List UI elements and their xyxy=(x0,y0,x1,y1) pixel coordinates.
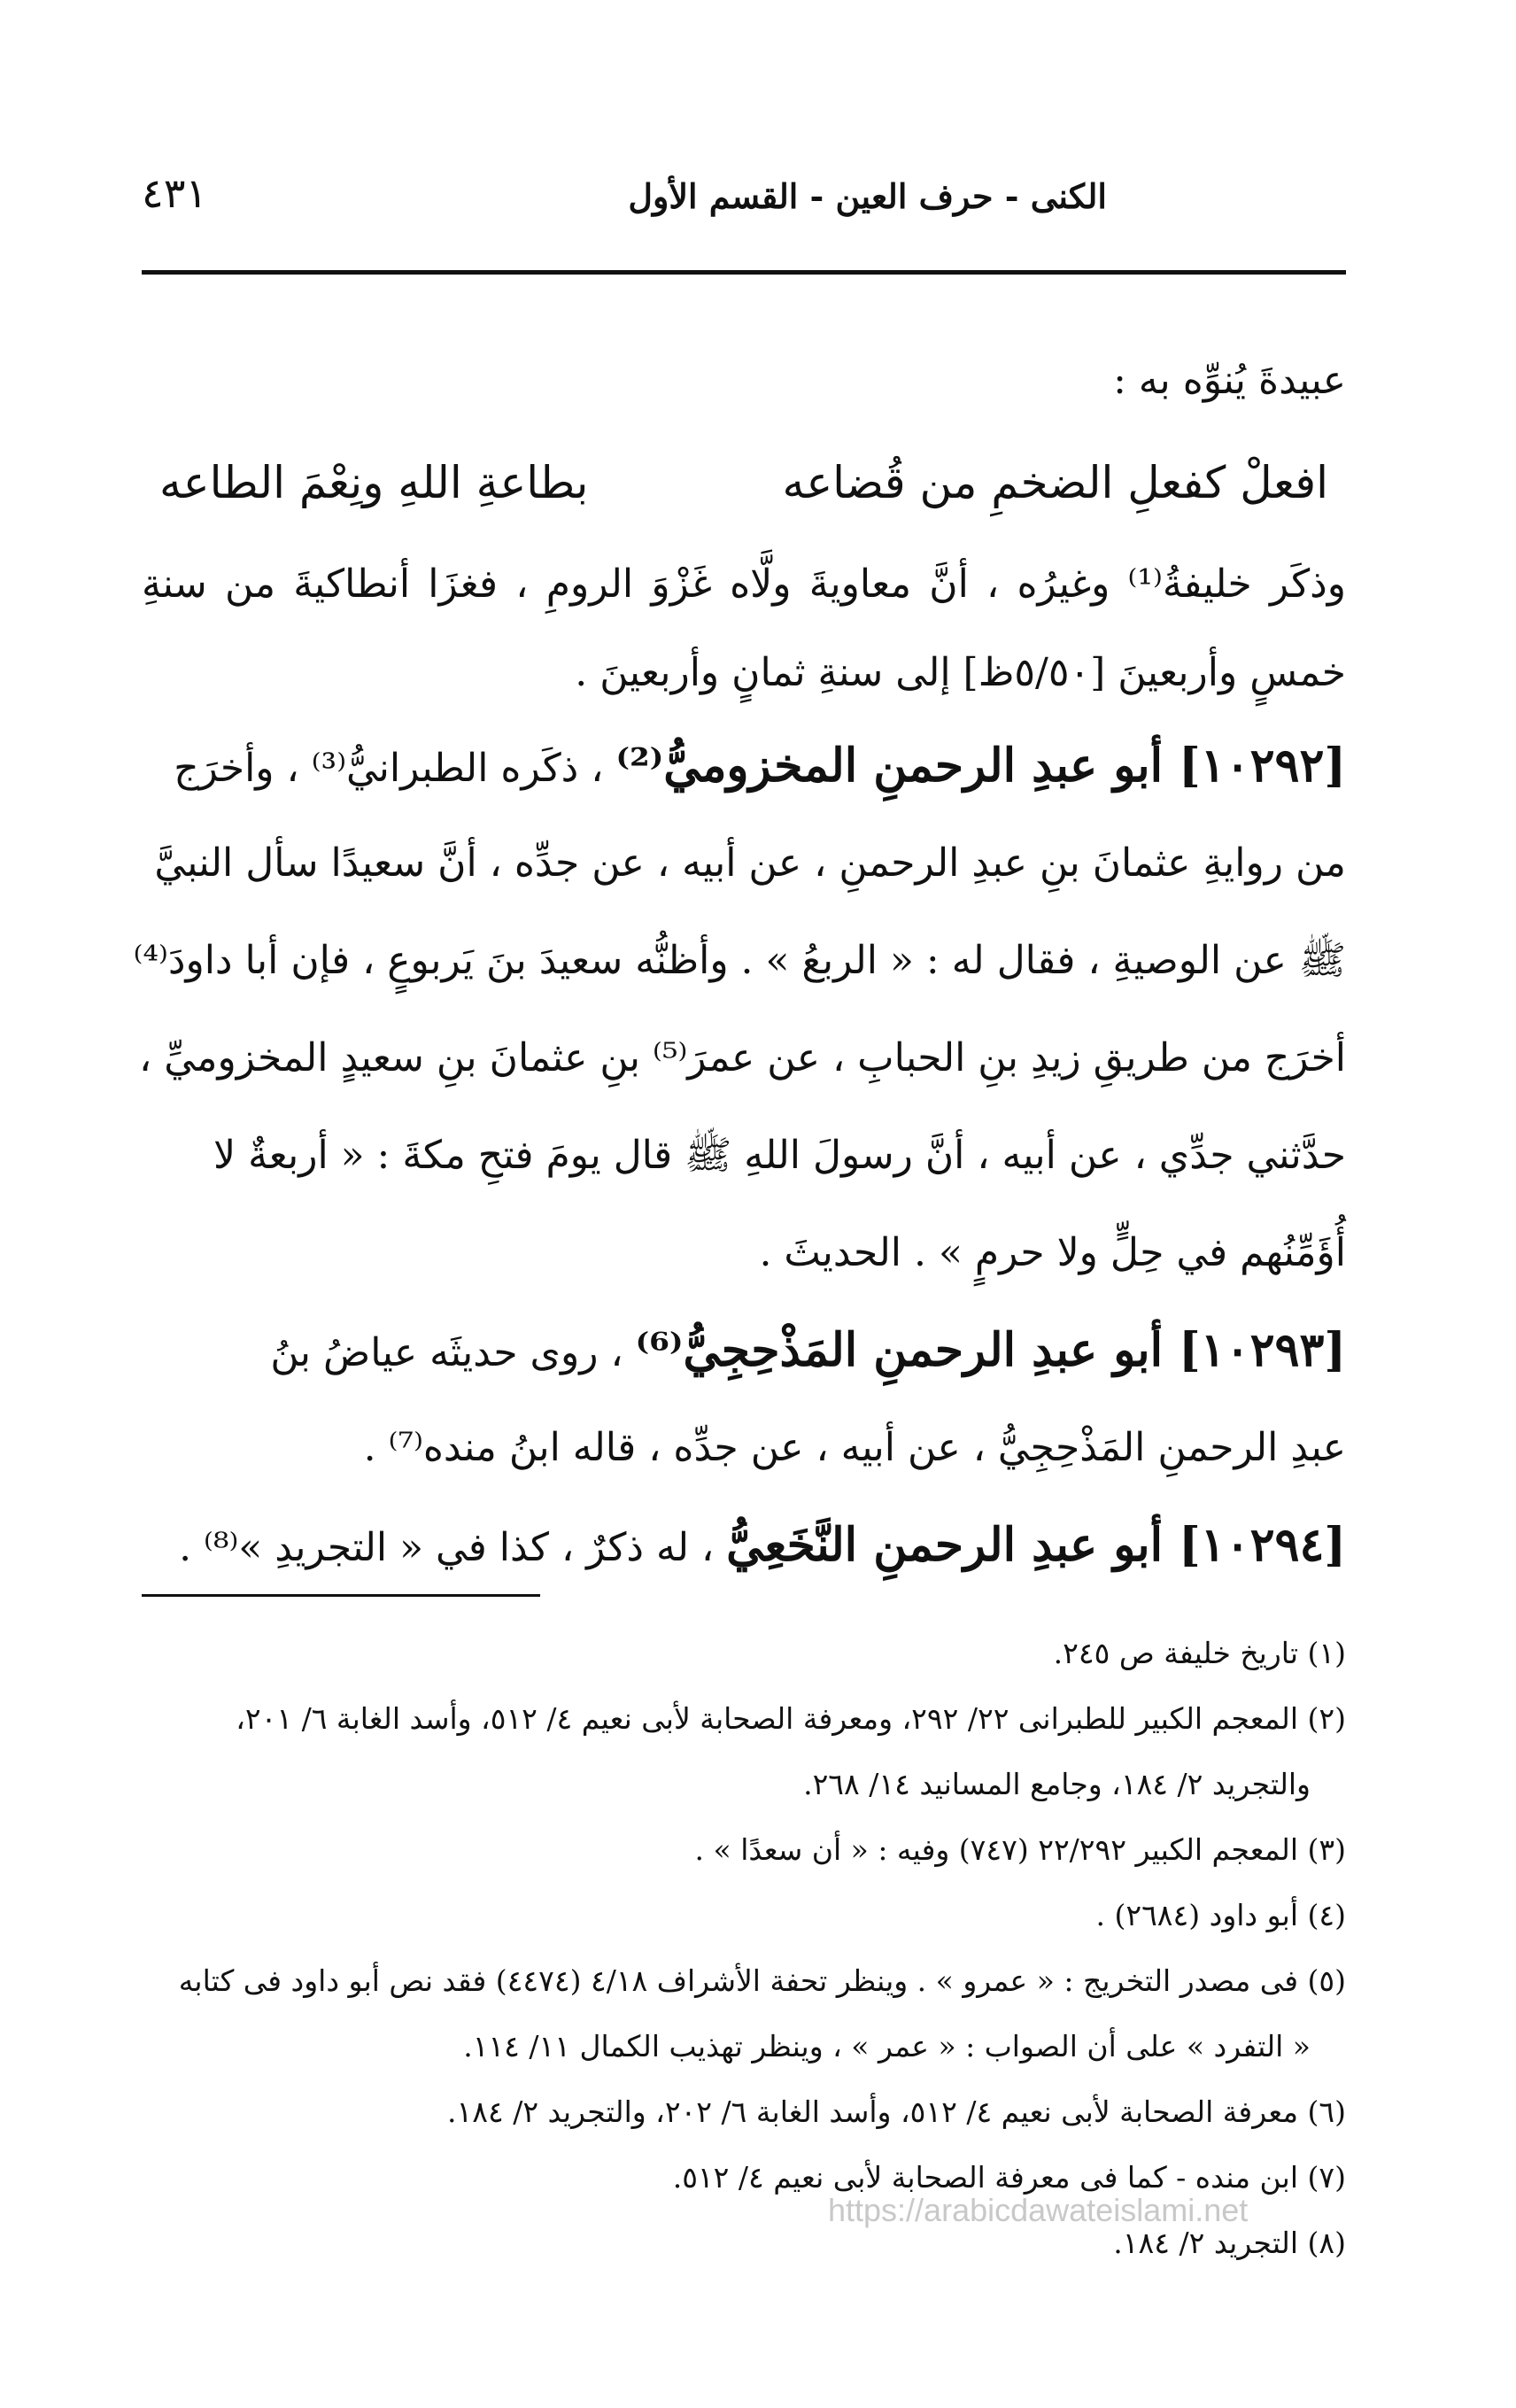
footnote: (٥) فى مصدر التخريج : « عمرو » . وينظر تحفة الأشراف ٤/١٨ (٤٤٧٤) فقد نص أبو داود فى كتابه xyxy=(178,1963,1346,1998)
entry-heading: [١٠٢٩٢] أبو عبدِ الرحمنِ المخزوميُّ⁽²⁾ xyxy=(615,739,1346,793)
entry-line xyxy=(142,1399,1346,1497)
entry-text: ﷺ عن الوصيةِ ، فقال له : « الربعُ » . وأظنُّه سعيدَ بنَ يَربوعٍ ، فإن أبا داودَ⁽⁴⁾ xyxy=(133,938,1346,983)
entry-text: ، ذكَره الطبرانيُّ⁽³⁾ ، وأخرَج xyxy=(174,746,616,791)
entry-heading: [١٠٢٩٣] أبو عبدِ الرحمنِ المَذْحِجِيُّ⁽⁶⁾ xyxy=(635,1323,1346,1377)
entry-line xyxy=(142,1204,1346,1302)
footnote: (٢) المعجم الكبير للطبرانى ٢٢/ ٢٩٢، ومعرفة الصحابة لأبى نعيم ٤/ ٥١٢، وأسد الغابة ٦/ ٢٠١، xyxy=(236,1701,1346,1736)
running-title: الكنى - حرف العين - القسم الأول xyxy=(628,176,1107,216)
entry-line xyxy=(133,912,1346,1010)
entry-10293 xyxy=(142,1302,1346,1497)
watermark-url: https://arabicdawateislami.net xyxy=(828,2192,1249,2228)
text-line: وذكَر خليفةُ⁽¹⁾ وغيرُه ، أنَّ معاويةَ ولَّاه غَزْوَ الرومِ ، فغزَا أنطاكيةَ من سنةِ xyxy=(142,561,1347,607)
entry-text: حدَّثني جدِّي ، عن أبيه ، أنَّ رسولَ اللهِ ﷺ قال يومَ فتحِ مكةَ : « أربعةٌ لا xyxy=(213,1133,1346,1178)
footnote: (٣) المعجم الكبير ٢٢/٢٩٢ (٧٤٧) وفيه : « أن سعدًا » . xyxy=(694,1832,1346,1867)
page-header xyxy=(142,164,1346,235)
intro-line: عبيدةَ يُنوِّه به : xyxy=(1113,358,1346,403)
footnote: (٦) معرفة الصحابة لأبى نعيم ٤/ ٥١٢، وأسد الغابة ٦/ ٢٠٢، والتجريد ٢/ ١٨٤. xyxy=(447,2094,1346,2129)
entry-text: أخرَج من طريقِ زيدِ بنِ الحبابِ ، عن عمرَ⁽⁵⁾ بنِ عثمانَ بنِ سعيدٍ المخزوميِّ ، xyxy=(139,1035,1346,1080)
text-line: خمسٍ وأربعينَ [٥/٥٠ظ] إلى سنةِ ثمانٍ وأربعينَ . xyxy=(575,650,1346,695)
entry-text: ، له ذكرٌ ، كذا في « التجريدِ »⁽⁸⁾ . xyxy=(179,1525,727,1570)
entry-line xyxy=(142,1497,1346,1594)
entry-10294 xyxy=(142,1497,1346,1594)
page-number: ٤٣١ xyxy=(142,169,208,217)
footnote: (١) تاريخ خليفة ص ٢٤٥. xyxy=(1053,1636,1346,1670)
entry-line xyxy=(142,815,1346,912)
footnote: (٧) ابن منده - كما فى معرفة الصحابة لأبى نعيم ٤/ ٥١٢. xyxy=(672,2160,1346,2195)
footnote: (٤) أبو داود (٢٦٨٤) . xyxy=(1095,1898,1346,1932)
entry-text: عبدِ الرحمنِ المَذْحِجِيُّ ، عن أبيه ، عن جدِّه ، قاله ابنُ منده⁽⁷⁾ . xyxy=(363,1425,1346,1470)
entry-text: من روايةِ عثمانَ بنِ عبدِ الرحمنِ ، عن أبيه ، عن جدِّه ، أنَّ سعيدًا سأل النبيَّ xyxy=(154,840,1346,886)
poem-verse xyxy=(142,425,1346,540)
entry-text: ، روى حديثَه عياضُ بنُ xyxy=(270,1330,636,1375)
footnote-continuation: « التفرد » على أن الصواب : « عمر » ، وينظر تهذيب الكمال ١١/ ١١٤. xyxy=(463,2029,1311,2063)
entry-line xyxy=(139,1010,1346,1107)
header-rule xyxy=(142,270,1346,275)
footnote-rule xyxy=(142,1594,540,1597)
entry-line xyxy=(142,1107,1346,1204)
main-text xyxy=(133,337,1347,1594)
footnote-continuation: والتجريد ٢/ ١٨٤، وجامع المسانيد ١٤/ ٢٦٨. xyxy=(803,1767,1311,1801)
verse-first-hemistich: افعلْ كفعلِ الضخمِ من قُضاعه xyxy=(782,457,1328,508)
footnotes xyxy=(133,1621,1346,2276)
entry-text: أُؤَمِّنُهم في حِلٍّ ولا حرمٍ » . الحديثَ . xyxy=(759,1230,1346,1275)
entry-heading: [١٠٢٩٤] أبو عبدِ الرحمنِ النَّخَعِيُّ xyxy=(726,1518,1346,1572)
entry-line xyxy=(142,717,1346,815)
verse-second-hemistich: بطاعةِ اللهِ ونِعْمَ الطاعه xyxy=(159,457,589,508)
footnote: (٨) التجريد ٢/ ١٨٤. xyxy=(1113,2226,1346,2260)
entry-line xyxy=(142,1302,1346,1399)
entry-10292 xyxy=(133,717,1346,1302)
